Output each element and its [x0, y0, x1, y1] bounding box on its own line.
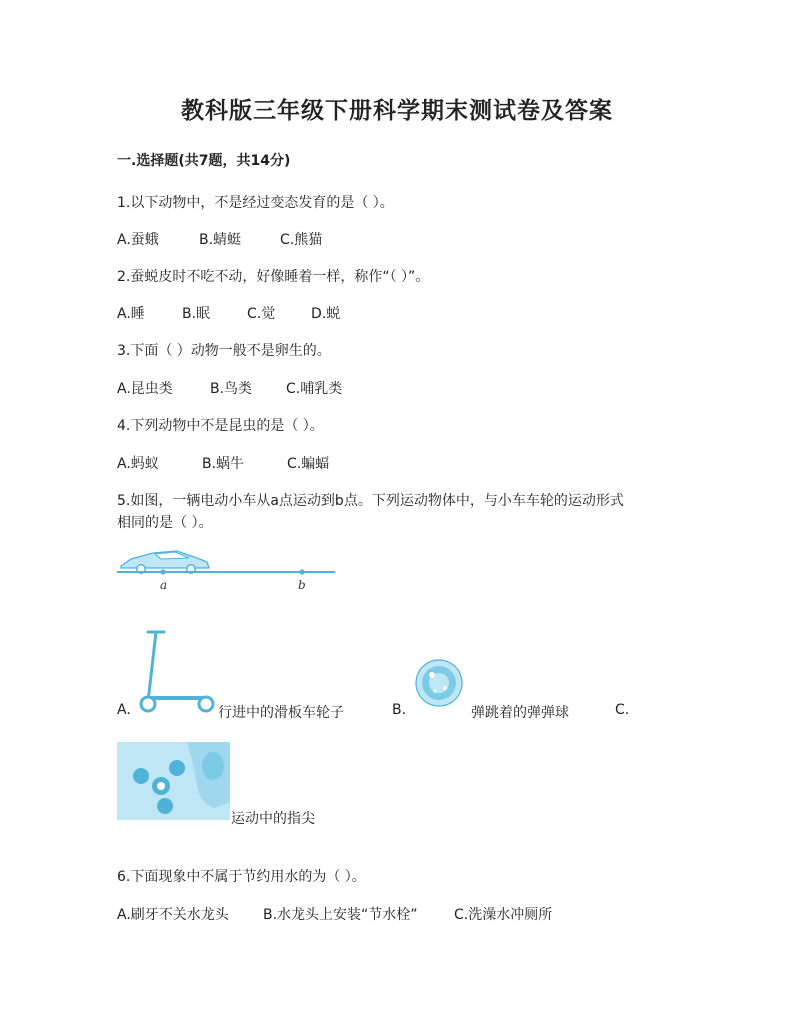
- question-4-stem: 4.下列动物中不是昆虫的是（ ）。: [117, 418, 324, 434]
- scooter-icon: [134, 624, 218, 716]
- car-track-figure: [117, 540, 337, 596]
- question-1-options: [117, 229, 322, 249]
- q5-option-b-letter: B.: [392, 702, 407, 718]
- q1-option-b: B.蜻蜓: [199, 232, 242, 248]
- bouncy-ball-icon: [414, 658, 464, 708]
- q1-option-c: C.熊猫: [280, 232, 323, 248]
- q2-option-b: B.眠: [182, 306, 211, 322]
- question-2-stem: 2.蚕蜕皮时不吃不动，好像睡着一样，称作“（ ）”。: [117, 269, 430, 285]
- car-icon: [121, 551, 209, 573]
- point-a-marker: [160, 569, 165, 574]
- q5-option-a-letter: A.: [117, 702, 131, 718]
- q4-option-a: A.蚂蚁: [117, 456, 159, 472]
- q3-option-a: A.昆虫类: [117, 381, 173, 397]
- q4-option-c: C.蝙蝠: [287, 456, 330, 472]
- q1-option-a: A.蚕蛾: [117, 232, 159, 248]
- q6-option-b: B.水龙头上安装“节水栓”: [263, 907, 418, 923]
- q5-option-c-text: 运动中的指尖: [231, 811, 315, 827]
- q3-option-c: C.哺乳类: [286, 381, 343, 397]
- section-heading: 一.选择题(共7题，共14分): [117, 153, 291, 169]
- q2-option-d: D.蜕: [311, 306, 341, 322]
- question-5-stem-line2: 相同的是（ ）。: [117, 515, 213, 531]
- page-title: 教科版三年级下册科学期末测试卷及答案: [181, 97, 613, 124]
- point-b-label: b: [298, 578, 306, 592]
- point-b-marker: [299, 569, 304, 574]
- finger-spinner-icon: [117, 742, 230, 820]
- question-1-stem: 1.以下动物中，不是经过变态发育的是（ ）。: [117, 195, 394, 211]
- q5-option-b-text: 弹跳着的弹弹球: [471, 705, 569, 721]
- q5-option-a-text: 行进中的滑板车轮子: [218, 705, 344, 721]
- q3-option-b: B.鸟类: [210, 381, 253, 397]
- q4-option-b: B.蜗牛: [202, 456, 245, 472]
- question-4-options: [117, 453, 329, 473]
- q2-option-c: C.觉: [247, 306, 276, 322]
- point-a-label: a: [160, 578, 168, 592]
- question-6-options: [117, 904, 552, 924]
- question-6-stem: 6.下面现象中不属于节约用水的为（ ）。: [117, 869, 366, 885]
- question-2-options: [117, 303, 340, 323]
- q5-option-c-letter: C.: [615, 702, 630, 718]
- question-3-stem: 3.下面（ ）动物一般不是卵生的。: [117, 343, 331, 359]
- question-5-stem-line1: 5.如图，一辆电动小车从a点运动到b点。下列运动物体中，与小车车轮的运动形式: [117, 493, 624, 509]
- q6-option-a: A.刷牙不关水龙头: [117, 907, 229, 923]
- q6-option-c: C.洗澡水冲厕所: [454, 907, 553, 923]
- q2-option-a: A.睡: [117, 306, 145, 322]
- question-3-options: [117, 378, 342, 398]
